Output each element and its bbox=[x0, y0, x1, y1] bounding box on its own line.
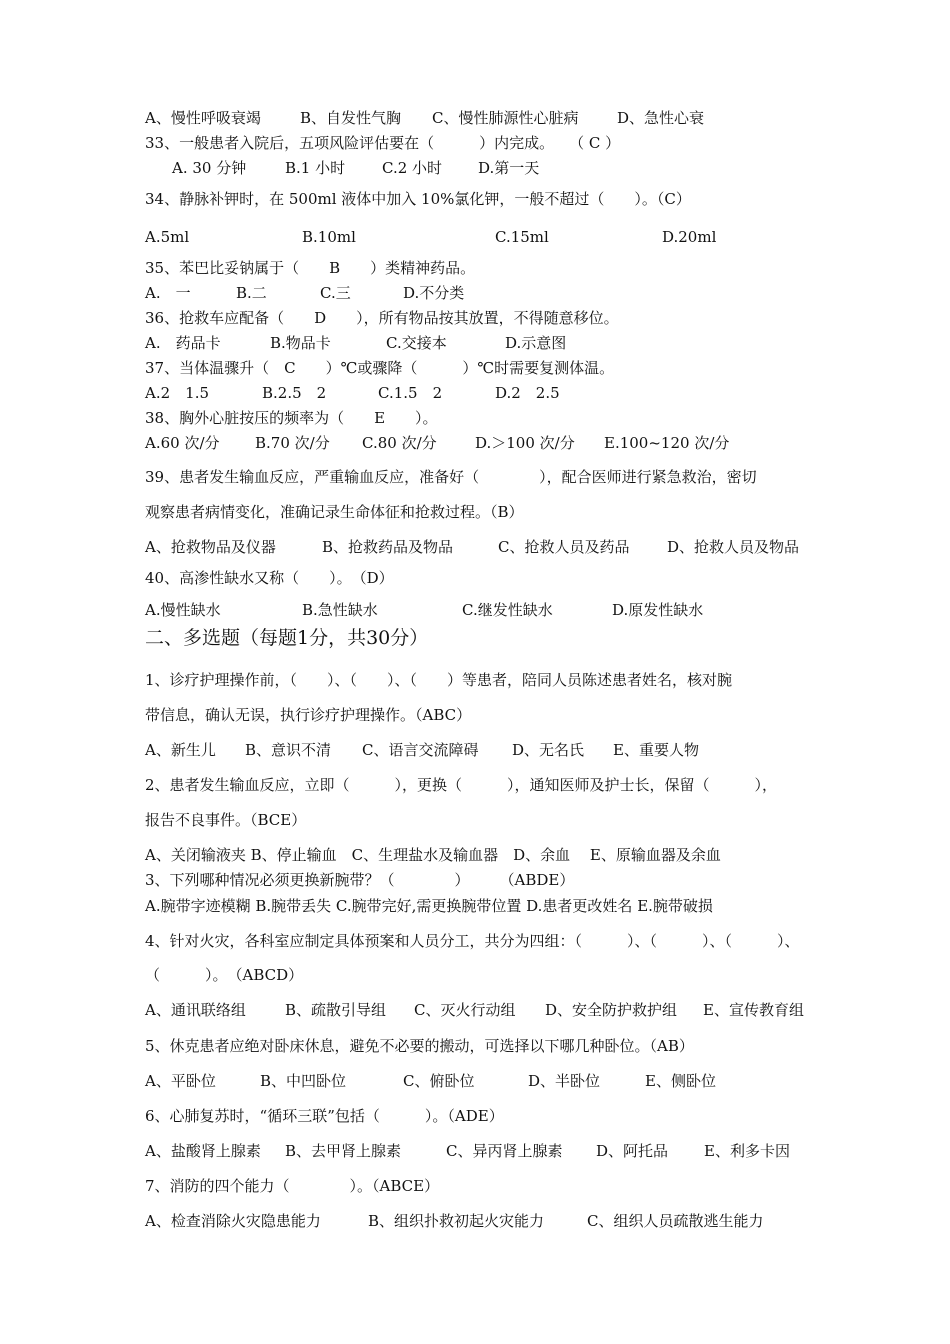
option-text: A. 一 bbox=[145, 284, 191, 302]
option-text: D、阿托品 bbox=[596, 1142, 669, 1160]
question-text: 报告不良事件。（BCE） bbox=[145, 811, 307, 829]
option-text: A.2 1.5 bbox=[145, 384, 209, 402]
option-text: C、俯卧位 bbox=[403, 1072, 475, 1090]
option-text: D.＞100 次/分 bbox=[475, 434, 575, 452]
option-text: D.第一天 bbox=[478, 159, 540, 177]
option-text: B、抢救药品及物品 bbox=[322, 538, 454, 556]
question-text: 40、高渗性缺水又称（ ）。 （D） bbox=[145, 569, 394, 587]
option-text: A.5ml bbox=[145, 228, 190, 246]
option-text: A、通讯联络组 bbox=[145, 1001, 246, 1019]
option-text: B.二 bbox=[236, 284, 267, 302]
option-text: B、中凹卧位 bbox=[260, 1072, 347, 1090]
option-text: D、无名氏 bbox=[512, 741, 585, 759]
option-text: C、语言交流障碍 bbox=[362, 741, 479, 759]
question-text: 3、下列哪种情况必须更换新腕带？（ ） （ABDE） bbox=[145, 871, 575, 889]
question-text: 4、针对火灾，各科室应制定具体预案和人员分工，共分为四组：（ ）、（ ）、（ ）、 bbox=[145, 932, 800, 950]
option-text: D、急性心衰 bbox=[617, 109, 705, 127]
option-text: D、半卧位 bbox=[528, 1072, 601, 1090]
question-text: 6、心肺复苏时，“循环三联”包括（ ）。（ADE） bbox=[145, 1107, 504, 1125]
option-text: E、宣传教育组 bbox=[703, 1001, 804, 1019]
option-text: B.急性缺水 bbox=[302, 601, 378, 619]
question-text: 33、一般患者入院后，五项风险评估要在（ ）内完成。 （ C ） bbox=[145, 134, 621, 152]
option-text: B、自发性气胸 bbox=[300, 109, 402, 127]
question-text: 37、当体温骤升（ C ）℃或骤降（ ）℃时需要复测体温。 bbox=[145, 359, 615, 377]
option-text: B.物品卡 bbox=[270, 334, 331, 352]
question-text: 38、胸外心脏按压的频率为（ E ）。 bbox=[145, 409, 438, 427]
option-text: C.交接本 bbox=[386, 334, 447, 352]
option-text: A、关闭输液夹 B、停止输血 C、生理盐水及输血器 D、余血 E、原输血器及余血 bbox=[145, 846, 721, 864]
option-text: D、抢救人员及物品 bbox=[667, 538, 800, 556]
option-text: A、新生儿 bbox=[145, 741, 216, 759]
option-text: B、组织扑救初起火灾能力 bbox=[368, 1212, 545, 1230]
option-text: C.三 bbox=[320, 284, 351, 302]
question-text: 34、静脉补钾时，在 500ml 液体中加入 10%氯化钾，一般不超过（ ）。（C） bbox=[145, 190, 691, 208]
question-text: 39、患者发生输血反应，严重输血反应，准备好（ ），配合医师进行紧急救治，密切 bbox=[145, 468, 757, 486]
question-text: 1、诊疗护理操作前，（ ）、（ ）、（ ）等患者，陪同人员陈述患者姓名，核对腕 bbox=[145, 671, 733, 689]
option-text: A. 药品卡 bbox=[145, 334, 221, 352]
option-text: C、组织人员疏散逃生能力 bbox=[587, 1212, 764, 1230]
option-text: D.2 2.5 bbox=[495, 384, 560, 402]
option-text: C、慢性肺源性心脏病 bbox=[432, 109, 579, 127]
section-title: 二、多选题（每题1分，共30分） bbox=[145, 627, 429, 649]
option-text: D.不分类 bbox=[403, 284, 465, 302]
option-text: A.60 次/分 bbox=[145, 434, 220, 452]
option-text: E、侧卧位 bbox=[645, 1072, 716, 1090]
option-text: B、意识不清 bbox=[245, 741, 332, 759]
option-text: A、盐酸肾上腺素 bbox=[145, 1142, 261, 1160]
option-text: A、检查消除火灾隐患能力 bbox=[145, 1212, 321, 1230]
question-text: 5、休克患者应绝对卧床休息，避免不必要的搬动，可选择以下哪几种卧位。（AB） bbox=[145, 1037, 694, 1055]
option-text: D.20ml bbox=[662, 228, 717, 246]
option-text: A.慢性缺水 bbox=[145, 601, 221, 619]
option-text: C.2 小时 bbox=[382, 159, 443, 177]
option-text: A. 30 分钟 bbox=[172, 159, 247, 177]
option-text: C.80 次/分 bbox=[362, 434, 437, 452]
option-text: A、平卧位 bbox=[145, 1072, 216, 1090]
option-text: C.15ml bbox=[495, 228, 549, 246]
option-text: E、重要人物 bbox=[613, 741, 699, 759]
option-text: A、慢性呼吸衰竭 bbox=[145, 109, 261, 127]
question-text: （ ）。 （ABCD） bbox=[145, 966, 304, 984]
option-text: D.示意图 bbox=[505, 334, 567, 352]
option-text: B.1 小时 bbox=[285, 159, 346, 177]
option-text: A、抢救物品及仪器 bbox=[145, 538, 276, 556]
option-text: C.1.5 2 bbox=[378, 384, 443, 402]
question-text: 2、患者发生输血反应，立即（ ），更换（ ），通知医师及护士长，保留（ ）， bbox=[145, 776, 778, 794]
option-text: C.继发性缺水 bbox=[462, 601, 553, 619]
option-text: B.2.5 2 bbox=[262, 384, 327, 402]
option-text: B、疏散引导组 bbox=[285, 1001, 387, 1019]
option-text: C、抢救人员及药品 bbox=[498, 538, 630, 556]
option-text: B.70 次/分 bbox=[255, 434, 330, 452]
option-text: C、异丙肾上腺素 bbox=[446, 1142, 563, 1160]
question-text: 带信息，确认无误，执行诊疗护理操作。（ABC） bbox=[145, 706, 472, 724]
option-text: E.100~120 次/分 bbox=[604, 434, 730, 452]
option-text: E、利多卡因 bbox=[704, 1142, 790, 1160]
question-text: 观察患者病情变化，准确记录生命体征和抢救过程。（B） bbox=[145, 503, 524, 521]
option-text: D、安全防护救护组 bbox=[545, 1001, 678, 1019]
question-text: 35、苯巴比妥钠属于（ B ）类精神药品。 bbox=[145, 259, 476, 277]
option-text: C、灭火行动组 bbox=[414, 1001, 516, 1019]
option-text: A.腕带字迹模糊 B.腕带丢失 C.腕带完好,需更换腕带位置 D.患者更改姓名 E.腕带破损 bbox=[145, 897, 713, 915]
option-text: B.10ml bbox=[302, 228, 356, 246]
question-text: 36、抢救车应配备（ D ），所有物品按其放置，不得随意移位。 bbox=[145, 309, 619, 327]
option-text: D.原发性缺水 bbox=[612, 601, 704, 619]
question-text: 7、消防的四个能力（ ）。（ABCE） bbox=[145, 1177, 440, 1195]
option-text: B、去甲肾上腺素 bbox=[285, 1142, 402, 1160]
